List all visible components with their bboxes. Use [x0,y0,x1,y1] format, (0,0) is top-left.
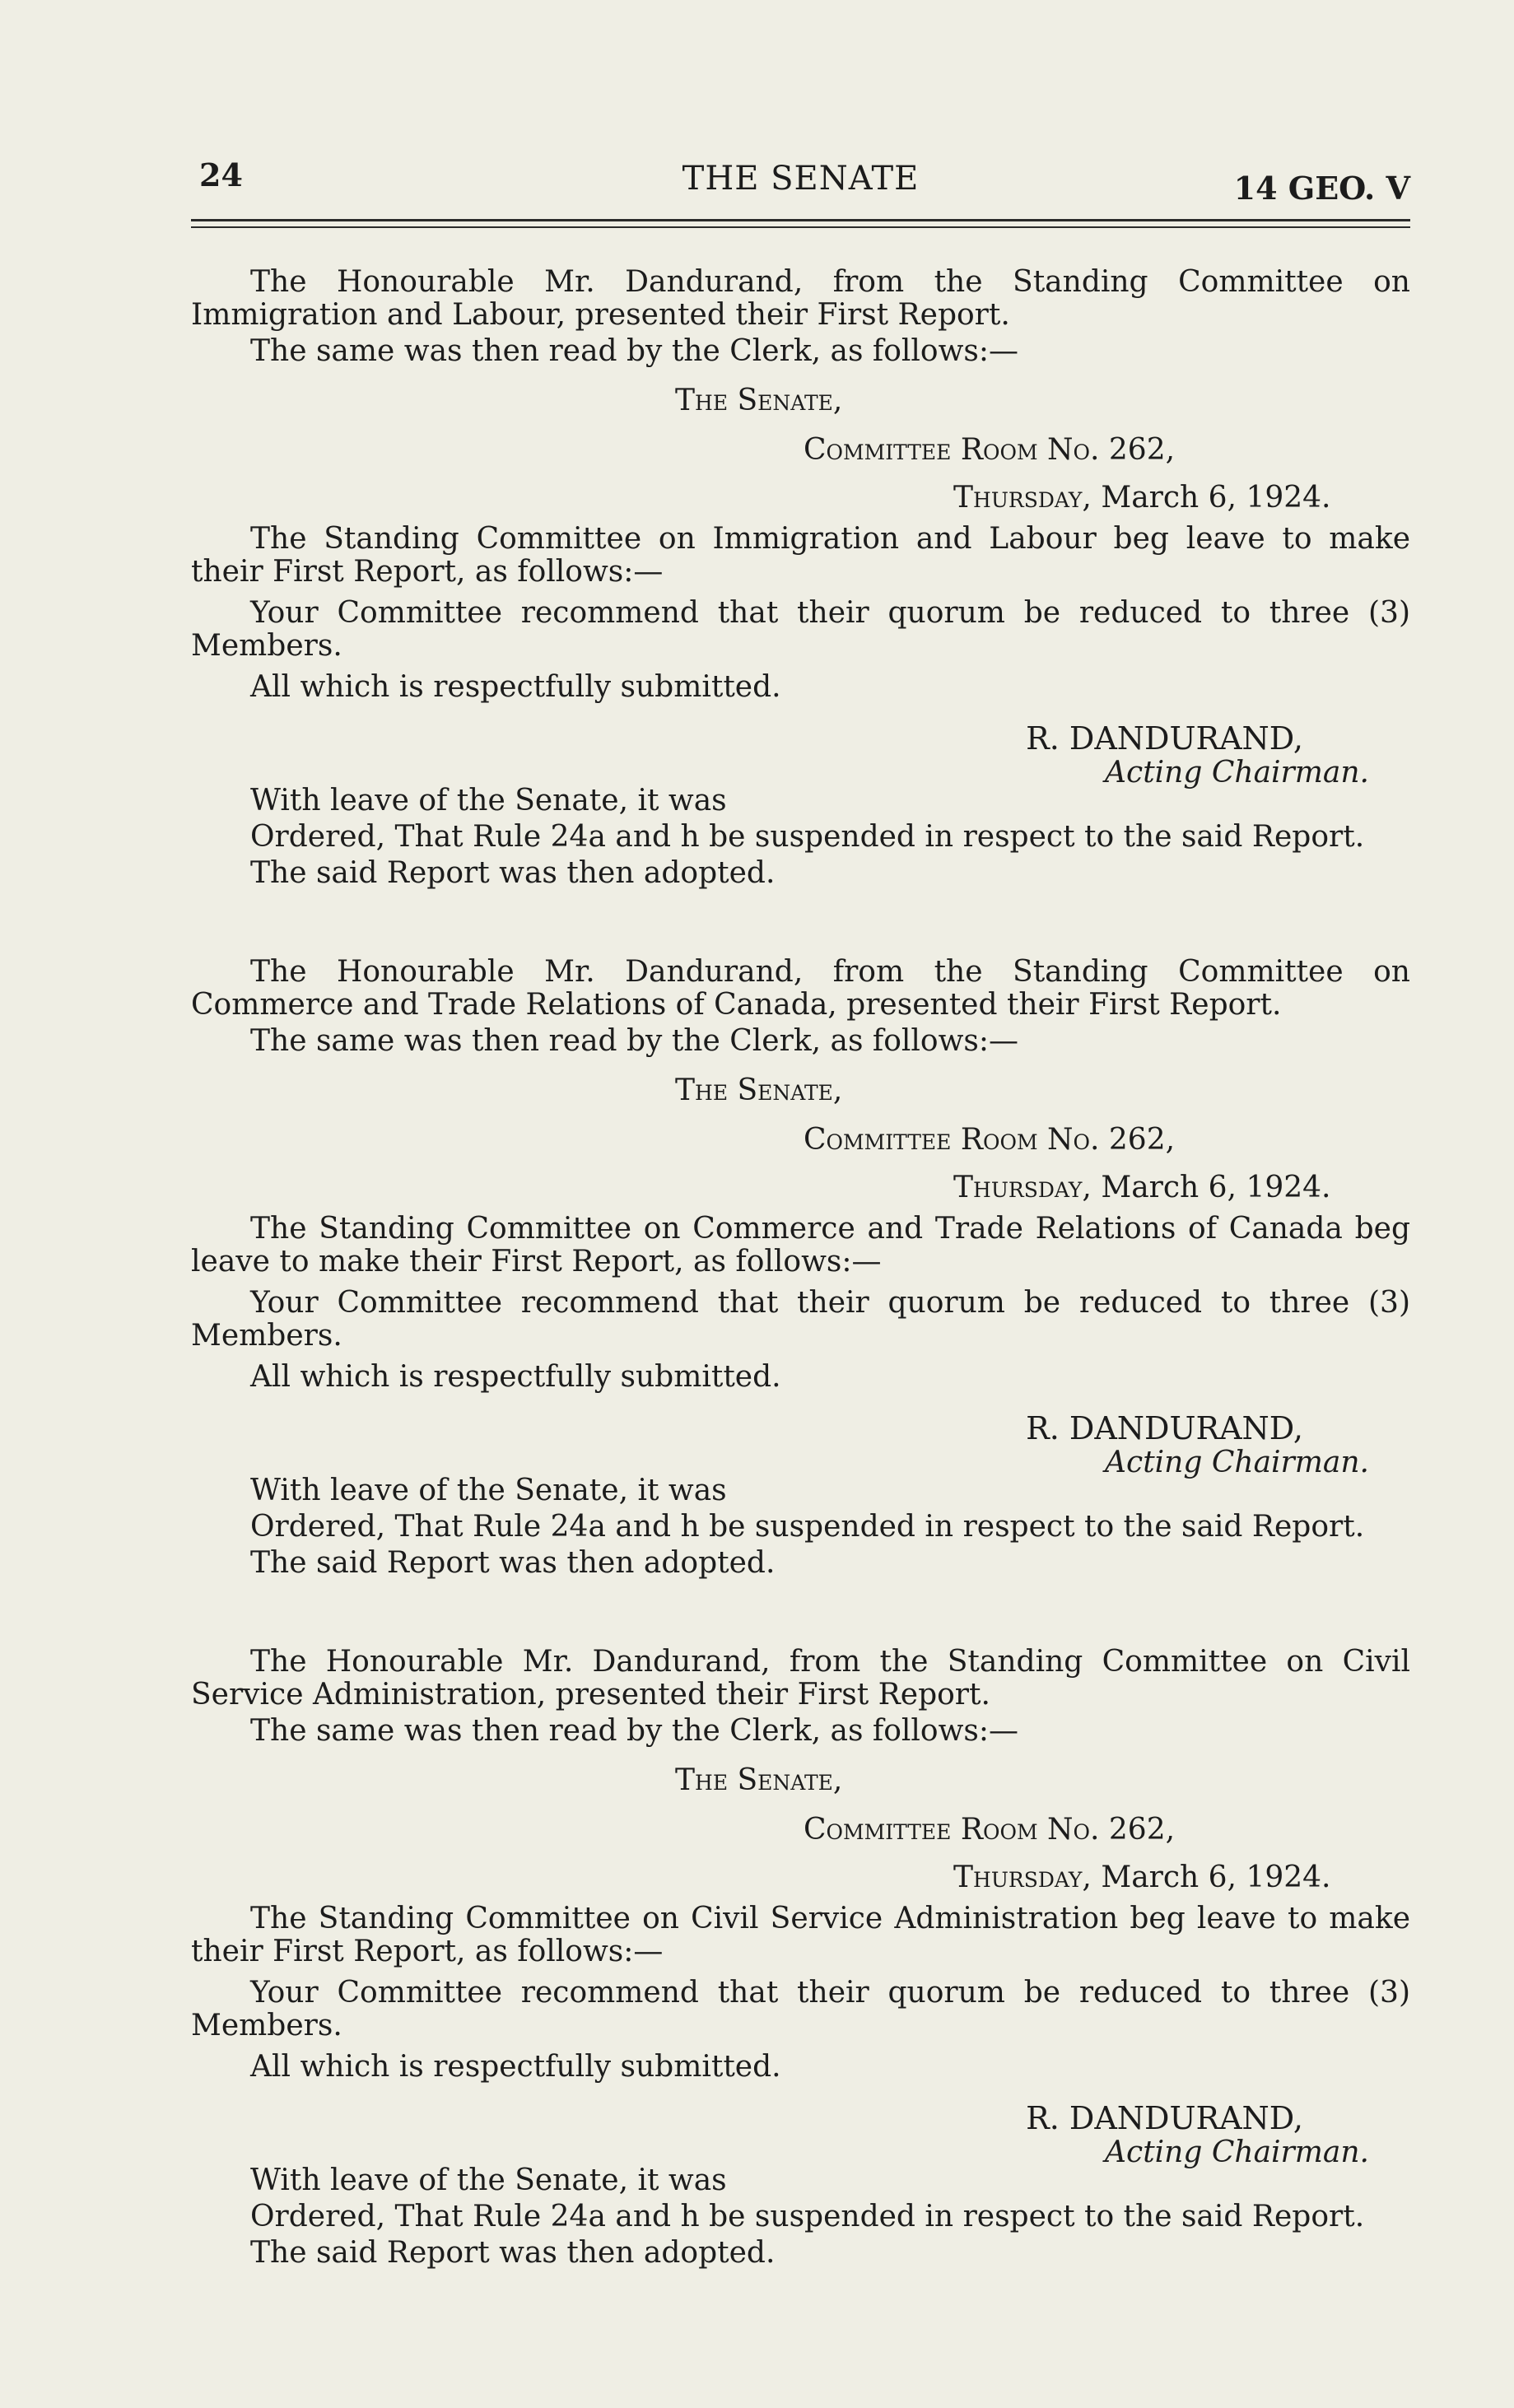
adopted-text: The said Report was then adopted. [250,2236,776,2270]
leave-of-senate: With leave of the Senate, it was [250,784,727,817]
signature-name: R. DANDURAND, [1026,720,1303,757]
signature-name: R. DANDURAND, [1026,2100,1303,2136]
report-recommendation: Your Committee recommend that their quorum be reduced to three (3) Members. [191,596,1410,663]
report-body: The Standing Committee on Commerce and Trade Relations of Canada beg leave to make their First Report, as follows:— [191,1212,1410,1279]
heading-committee-room: Committee Room No. 262, [804,1813,1176,1847]
report-body: The Standing Committee on Immigration and Labour beg leave to make their First Report, as follows:— [191,522,1410,589]
order-text: Ordered, That Rule 24a and h be suspended in respect to the said Report. [250,1510,1365,1544]
report-section [191,956,1410,1580]
report-intro: The Honourable Mr. Dandurand, from the Standing Committee on Immigration and Labour, presented their First Report. [191,265,1410,332]
heading-senate: The Senate, [675,1763,843,1797]
heading-day: Thursday, [953,1171,1092,1204]
signature-role: Acting Chairman. [1105,1446,1369,1479]
read-by-clerk: The same was then read by the Clerk, as follows:— [250,334,1019,368]
order-text: Ordered, That Rule 24a and h be suspended in respect to the said Report. [250,820,1365,854]
header-rule-thick [191,219,1410,221]
report-body: The Standing Committee on Civil Service Administration beg leave to make their First Report, as follows:— [191,1902,1410,1968]
signature-name: R. DANDURAND, [1026,1410,1303,1446]
order-text: Ordered, That Rule 24a and h be suspended in respect to the said Report. [250,2200,1365,2233]
page-title: THE SENATE [682,160,920,198]
header-rule-thin [191,226,1410,228]
adopted-text: The said Report was then adopted. [250,1546,776,1580]
report-submitted: All which is respectfully submitted. [250,670,781,704]
heading-day: Thursday, [953,481,1092,515]
running-header [191,156,1410,214]
heading-date [191,1171,1410,1204]
heading-date [191,482,1410,515]
report-section [191,1646,1410,2270]
heading-day: Thursday, [953,1861,1092,1894]
heading-date-value: March 6, 1924. [1101,481,1331,515]
heading-date-value: March 6, 1924. [1101,1171,1331,1204]
report-intro: The Honourable Mr. Dandurand, from the Standing Committee on Civil Service Administration, presented their First Report. [191,1645,1410,1712]
heading-committee-room: Committee Room No. 262, [804,1123,1176,1157]
page-number: 24 [199,156,243,193]
read-by-clerk: The same was then read by the Clerk, as follows:— [250,1714,1019,1748]
signature-role: Acting Chairman. [1105,2136,1369,2169]
adopted-text: The said Report was then adopted. [250,856,776,890]
report-intro: The Honourable Mr. Dandurand, from the Standing Committee on Commerce and Trade Relations of Canada, presented their First Report. [191,955,1410,1022]
regnal-year: 14 GEO. V [1233,170,1410,207]
report-submitted: All which is respectfully submitted. [250,2050,781,2084]
heading-senate: The Senate, [675,384,843,417]
report-section [191,266,1410,890]
report-recommendation: Your Committee recommend that their quorum be reduced to three (3) Members. [191,1976,1410,2042]
heading-date [191,1861,1410,1894]
report-submitted: All which is respectfully submitted. [250,1360,781,1394]
signature-role: Acting Chairman. [1105,756,1369,789]
leave-of-senate: With leave of the Senate, it was [250,1474,727,1507]
heading-date-value: March 6, 1924. [1101,1861,1331,1894]
heading-senate: The Senate, [675,1074,843,1107]
heading-committee-room: Committee Room No. 262, [804,433,1176,467]
leave-of-senate: With leave of the Senate, it was [250,2163,727,2197]
read-by-clerk: The same was then read by the Clerk, as follows:— [250,1024,1019,1058]
report-recommendation: Your Committee recommend that their quorum be reduced to three (3) Members. [191,1286,1410,1353]
